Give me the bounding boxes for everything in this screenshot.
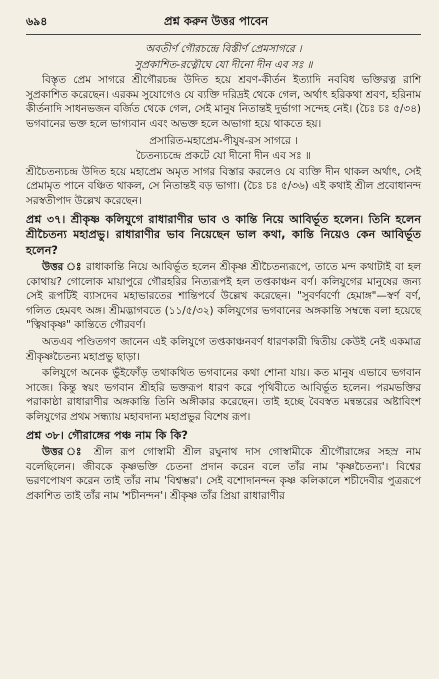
question-37: প্রশ্ন ৩৭। শ্রীকৃষ্ণ কলিযুগে রাধারাণীর ভাব ও কান্তি নিয়ে আবির্ভূত হলেন। তিনি হলেন শ্রীচৈতন্য মহাপ্রভু। রাধারাণীর ভাব নিয়েছেন ভাল কথা, কান্তি নিয়েও কেন আবির্ভূত হলেন? [26,212,421,257]
answer-label: উত্তর ঃ [42,446,86,459]
verse-line: সুপ্রকাশিত-রত্নৌঘে যো দীনো দীন এব সঃ ॥ [134,58,313,71]
answer-label: উত্তর ঃ [42,261,83,274]
body-paragraph: অতএব পণ্ডিতগণ জানেন এই কলিযুগে তপ্তকাঞ্চনবর্ণ ধারণকারী দ্বিতীয় কেউই নেই একমাত্র শ্রীকৃষ্ণচৈতন্য মহাপ্রভু ছাড়া। [26,336,421,363]
verse-line: অবতীর্ণ গৌরচন্দ্রে বিস্তীর্ণ প্রেমসাগরে । [145,43,302,55]
body-paragraph: শ্রীচৈতন্যচন্দ্র উদিত হয়ে মহাপ্রেম অমৃত সাগর বিস্তার করলেও যে ব্যক্তি দীন থাকল অর্থাৎ, সেই প্রেমামৃত পানে বঞ্চিত থাকল, সে নিতান্তই বড় ভাগা। (চৈঃ চঃ ৫/৩৬) এই কথাই শ্রীল প্রবোধানন্দ সরস্বতীপাদ উল্লেখ করেছেন। [26,165,421,207]
answer-text: রাধাকান্তি নিয়ে আবির্ভূত হলেন শ্রীকৃষ্ণ শ্রীচৈতন্যরূপে, তাতে মন্দ কথাটাই বা হল কোথায়? গোলোক মায়াপুরে গৌরহরির নিত্যরূপই হল তপ্তকাঞ্চন বর্ণ। কলিযুগের মানুষের জন্য সেই রূপটিই ব্যাসদেব মহাভারতের শান্তিপর্বে উল্লেখ করেছেন। "সুবর্ণবর্ণো হেমাঙ্গ"—স্বর্ণ বর্ণ, গলিত হেমবৎ অঙ্গ। শ্রীমদ্ভাগবতে (১১/৫/৩২) কলিযুগের ভগবানের অঙ্গকান্তি সম্বন্ধে বলা হয়েছে "ত্বিষাকৃষ্ণ" কান্তিতে গৌরবর্ণ। [26,261,421,332]
answer-38-paragraph [26,445,421,503]
verse-line: প্রসারিত-মহাপ্রেম-পীযুষ-রস সাগরে । [149,134,298,147]
page-number: ৬৯৪ [26,15,48,28]
answer-37-paragraph [26,260,421,333]
answer-text: শ্রীল রূপ গোস্বামী শ্রীল রঘুনাথ দাস গোস্বামীকে শ্রীগৌরাঙ্গের সহস্র নাম বলেছিলেন। জীবকে কৃষ্ণভক্তি চেতনা প্রদান করেন বলে তাঁর নাম 'কৃষ্ণচৈতন্য'। বিশ্বের ভরণপোষণ করেন তাই তাঁর নাম 'বিশ্বম্ভর'। সেই বশোদানন্দন কৃষ্ণ কলিকালে শচীদেবীর পুত্ররূপে প্রকাশিত তাই তাঁর নাম 'শচীনন্দন'। শ্রীকৃষ্ণ তাঁর প্রিয়া রাধারাণীর [26,446,421,502]
body-paragraph: বিস্তৃত প্রেম সাগরে শ্রীগৌরচন্দ্র উদিত হয়ে শ্রবণ-কীর্তন ইত্যাদি নববিধ ভক্তিরত্ন রাশি সুপ্রকাশিত করেছেন। এরকম সুযোগেও যে ব্যক্তি দরিদ্রই থেকে গেল, অর্থাৎ হরিকথা শ্রবণ, হরিনাম কীর্তনাদি সাধনভজন বর্জিত থেকে গেল, সেই মানুষ নিতান্তই দুর্ভাগা সন্দেহ নেই। (চৈঃ চঃ ৫/৩৪) ভগবানের ভক্ত হলে ভাগ্যবান এবং অভক্ত হলে অভাগা হয়ে থাকতে হয়। [26,74,421,130]
verse-line: চৈতন্যচন্দ্রে প্রকটে যো দীনো দীন এব সঃ ॥ [136,150,311,163]
running-title: প্রশ্ন করুন উত্তর পাবেন [164,14,269,28]
body-paragraph: কলিযুগে অনেক ভুঁইফোঁড় তথাকথিত ভগবানের কথা শোনা যায়। কত মানুষ এভাবে ভগবান সাজে। কিন্তু স্বয়ং ভগবান শ্রীহরি ভক্তরূপ ধারণ করে পৃথিবীতে আবির্ভূত হলেন। পরমভক্তির পরাকাষ্ঠা রাধারাণীর অঙ্গকান্তি তিনি অঙ্গীকার করেছেন। তাই হচ্ছে বৈবস্বত মন্বন্তরের অষ্টাবিংশ কলিযুগের প্রথম সন্ধ্যায় মহাবদান্য মহাপ্রভুর বিশেষ রূপ। [26,367,421,423]
page-header [26,14,421,35]
question-38: প্রশ্ন ৩৮। গৌরাঙ্গের পঞ্চ নাম কি কি? [26,428,188,442]
